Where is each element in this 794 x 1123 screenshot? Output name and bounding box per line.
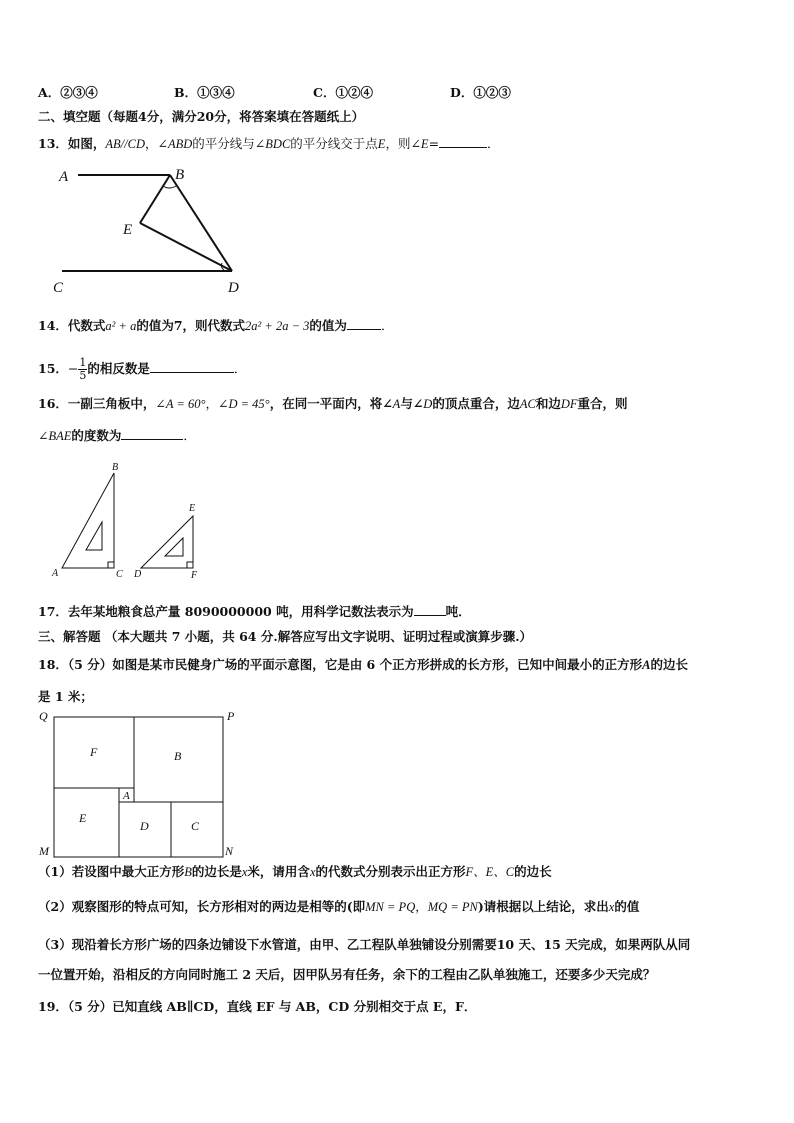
question-16-line-2: ∠BAE的度数为 ． xyxy=(38,428,196,443)
question-18-line-2: 是 1 米； xyxy=(38,689,93,704)
question-18-part-1: （1）若设图中最大正方形B的边长是x米，请用含x的代数式分别表示出正方形F、E、C的边长 xyxy=(38,864,552,879)
figure-18-squares-rectangle xyxy=(36,708,246,860)
label-d: D xyxy=(228,280,239,296)
segment-bd xyxy=(170,175,232,271)
label-e: E xyxy=(123,222,133,238)
label-f: F xyxy=(191,570,198,581)
triangle-abc-inner xyxy=(86,522,102,550)
label-f: F xyxy=(90,745,98,759)
label-n: N xyxy=(225,844,234,858)
question-16-line-1: 16．一副三角板中，∠A = 60°，∠D = 45°，在同一平面内，将∠A与∠D的顶点重合，边AC和边DF重合，则 xyxy=(38,396,628,411)
question-14: 14．代数式a² + a的值为7，则代数式2a² + 2a − 3的值为 ． xyxy=(38,318,394,333)
label-c: C xyxy=(191,819,200,833)
triangle-abc xyxy=(62,473,114,568)
option-c: C．①②④ xyxy=(313,85,373,100)
option-a: A．②③④ xyxy=(38,85,98,100)
label-m: M xyxy=(39,844,49,858)
label-d: D xyxy=(134,569,142,580)
label-b: B xyxy=(174,749,182,763)
answer-blank-17[interactable] xyxy=(414,603,446,616)
answer-blank-16[interactable] xyxy=(121,427,183,440)
question-13: 13．如图，AB//CD，∠ABD的平分线与∠BDC的平分线交于点E，则∠E= ． xyxy=(38,136,500,151)
question-18-line-1: 18．（5 分）如图是某市民健身广场的平面示意图，它是由 6 个正方形拼成的长方形，已知中间最小的正方形A的边长 xyxy=(38,657,688,672)
option-d: D．①②③ xyxy=(450,85,511,100)
segment-ed xyxy=(140,223,232,271)
figure-13-parallel-lines xyxy=(50,160,250,300)
outer-rectangle xyxy=(54,717,223,857)
label-c: C xyxy=(116,569,123,580)
triangle-def xyxy=(141,516,193,568)
label-a: A xyxy=(59,169,69,185)
answer-blank-13[interactable] xyxy=(439,135,487,148)
question-15: 15．− $\frac{1}{5}$ 的相反数是 ． xyxy=(38,356,247,382)
square-e xyxy=(54,788,119,857)
question-18-part-2: （2）观察图形的特点可知，长方形相对的两边是相等的(即MN = PQ，MQ = PN)请根据以上结论，求出x的值 xyxy=(38,899,640,914)
right-angle-f xyxy=(187,562,193,568)
angle-arc-b xyxy=(163,186,176,188)
answer-blank-15[interactable] xyxy=(150,360,234,373)
fraction-one-fifth: $\frac{1}{5}$ xyxy=(79,356,87,382)
figure-16-set-squares xyxy=(46,460,216,585)
section-2-heading: 二、填空题（每题4分，满分20分，将答案填在答题纸上） xyxy=(38,109,365,124)
section-3-heading: 三、解答题 （本大题共 7 小题，共 64 分.解答应写出文字说明、证明过程或演算步骤.） xyxy=(38,629,533,644)
answer-blank-14[interactable] xyxy=(347,317,381,330)
label-b: B xyxy=(112,462,119,473)
segment-be xyxy=(140,175,170,223)
right-angle-c xyxy=(108,562,114,568)
question-18-part-3-line-2: 一位置开始，沿相反的方向同时施工 2 天后，因甲队另有任务，余下的工程由乙队单独施工，还要多少天完成？ xyxy=(38,967,656,982)
label-d: D xyxy=(140,819,149,833)
question-18-part-3-line-1: （3）现沿着长方形广场的四条边铺设下水管道，由甲、乙工程队单独铺设分别需要10 天、15 天完成，如果两队从同 xyxy=(38,937,691,952)
label-e: E xyxy=(79,811,87,825)
label-q: Q xyxy=(39,709,48,723)
label-c: C xyxy=(53,280,64,296)
label-p: P xyxy=(227,709,235,723)
option-b: B．①③④ xyxy=(174,85,235,100)
label-a: A xyxy=(123,790,130,802)
label-e: E xyxy=(189,503,196,514)
label-a: A xyxy=(52,568,59,579)
question-17: 17．去年某地粮食总产量 8090000000 吨，用科学记数法表示为 吨． xyxy=(38,604,471,619)
label-b: B xyxy=(175,167,185,183)
question-19: 19．（5 分）已知直线 AB∥CD，直线 EF 与 AB，CD 分别相交于点 E，F． xyxy=(38,999,477,1014)
